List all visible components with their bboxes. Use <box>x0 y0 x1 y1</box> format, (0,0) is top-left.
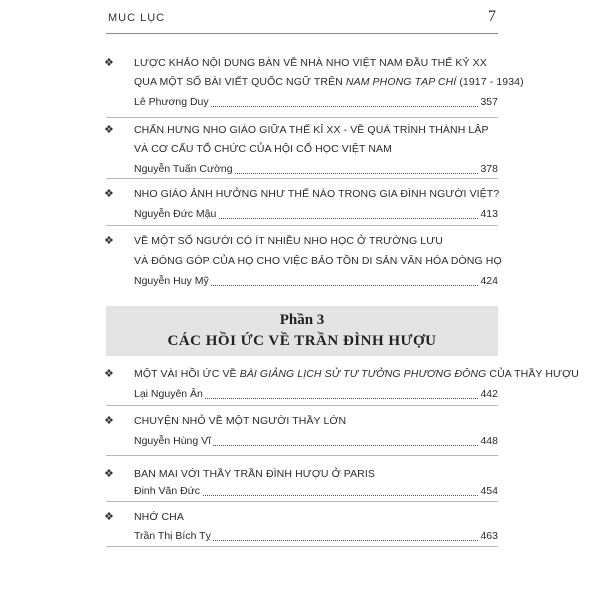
diamond-bullet-icon: ❖ <box>104 511 114 523</box>
diamond-bullet-icon: ❖ <box>104 468 114 480</box>
entry-page-number: 424 <box>480 275 498 287</box>
toc-entry <box>104 57 524 114</box>
entry-title-line: CHẤN HƯNG NHO GIÁO GIỮA THẾ KỈ XX - VỀ QUÁ TRÌNH THÀNH LẬP <box>134 124 489 136</box>
toc-entry <box>104 512 498 548</box>
entry-title-line <box>134 58 487 69</box>
part-title: CÁC HỒI ỨC VỀ TRẦN ĐÌNH HƯỢU <box>167 333 437 349</box>
entry-page-number: 413 <box>480 208 498 220</box>
entry-page-number: 357 <box>480 96 498 108</box>
entry-author: Nguyễn Huy Mỹ <box>134 275 209 287</box>
page-header <box>0 0 600 36</box>
entry-separator <box>106 225 498 226</box>
entry-title-text: CỦA THẦY HƯỢU <box>486 368 579 380</box>
author-row <box>134 164 498 176</box>
author-row <box>134 436 498 448</box>
toc-entry <box>104 125 498 181</box>
author-row <box>134 531 498 543</box>
toc-entry <box>104 416 498 452</box>
entry-title-text: LƯỢC KHẢO NỘI DUNG BÀN VỀ NHÀ NHO VIỆT NAM ĐẦU THẾ KỶ XX <box>134 57 487 69</box>
entry-title-line <box>134 77 524 88</box>
entry-separator <box>106 455 498 456</box>
entry-separator <box>106 501 498 502</box>
entry-title-line: VÀ CƠ CẤU TỔ CHỨC CỦA HỘI CỔ HỌC VIỆT NAM <box>134 143 392 155</box>
entry-title-line: VÀ ĐÓNG GÓP CỦA HỌ CHO VIỆC BẢO TỒN DI SẢN VĂN HÓA DÒNG HỌ <box>134 255 502 267</box>
entry-separator <box>106 178 498 179</box>
diamond-bullet-icon: ❖ <box>104 188 114 200</box>
entry-author: Lại Nguyên Ân <box>134 388 203 400</box>
entry-author: Nguyễn Tuấn Cường <box>134 163 233 175</box>
author-row <box>134 486 498 498</box>
diamond-bullet-icon: ❖ <box>104 124 114 136</box>
author-row <box>134 276 498 288</box>
part-heading-box <box>106 306 498 356</box>
entry-author: Trần Thị Bích Tỵ <box>134 530 211 542</box>
diamond-bullet-icon: ❖ <box>104 415 114 427</box>
journal-title: NAM PHONG TẠP CHÍ <box>345 76 457 88</box>
part-label: Phần 3 <box>279 312 325 328</box>
entry-page-number: 463 <box>480 530 498 542</box>
entry-title-line: BAN MAI VỚI THẦY TRẦN ĐÌNH HƯỢU Ở PARIS <box>134 468 375 480</box>
entry-separator <box>106 117 498 118</box>
entry-separator <box>106 405 498 406</box>
toc-entry <box>104 368 579 405</box>
entry-author: Lê Phương Duy <box>134 96 209 108</box>
entry-page-number: 442 <box>480 388 498 400</box>
entry-author: Đinh Văn Đức <box>134 485 200 497</box>
entry-page-number: 454 <box>480 485 498 497</box>
running-header-label: MỤC LỤC <box>108 12 166 24</box>
entry-separator <box>106 546 498 547</box>
entry-title-line: NHỚ CHA <box>134 511 184 523</box>
entry-page-number: 448 <box>480 435 498 447</box>
diamond-bullet-icon: ❖ <box>104 235 114 247</box>
entry-title-text: (1917 - 1934) <box>456 76 524 88</box>
lecture-title: BÀI GIẢNG LỊCH SỬ TƯ TƯỞNG PHƯƠNG ĐÔNG <box>239 368 487 380</box>
diamond-bullet-icon: ❖ <box>104 368 114 380</box>
author-row <box>134 389 498 401</box>
entry-page-number: 378 <box>480 163 498 175</box>
toc-entry <box>104 189 498 225</box>
entry-title-line: VỀ MỘT SỐ NGƯỜI CÓ ÍT NHIỀU NHO HỌC Ở TRƯỜNG LƯU <box>134 235 443 247</box>
entry-author: Nguyễn Đức Mậu <box>134 208 217 220</box>
entry-title-text: QUA MỘT SỐ BÀI VIẾT QUỐC NGỮ TRÊN <box>134 76 346 88</box>
entry-title-line: NHO GIÁO ẢNH HƯỞNG NHƯ THẾ NÀO TRONG GIA ĐÌNH NGƯỜI VIỆT? <box>134 188 500 200</box>
diamond-bullet-icon: ❖ <box>104 57 114 69</box>
toc-entry <box>104 235 502 292</box>
entry-author: Nguyễn Hùng Vĩ <box>134 435 212 447</box>
entry-title-text: MỘT VÀI HỒI ỨC VỀ <box>134 368 240 380</box>
author-row <box>134 209 498 221</box>
entry-title-line: CHUYỆN NHỎ VỀ MỘT NGƯỜI THẦY LỚN <box>134 415 347 427</box>
entry-title-line <box>134 369 579 380</box>
toc-entry <box>104 469 498 505</box>
author-row <box>134 97 498 109</box>
page-number: 7 <box>488 8 496 25</box>
header-rule <box>106 33 498 34</box>
